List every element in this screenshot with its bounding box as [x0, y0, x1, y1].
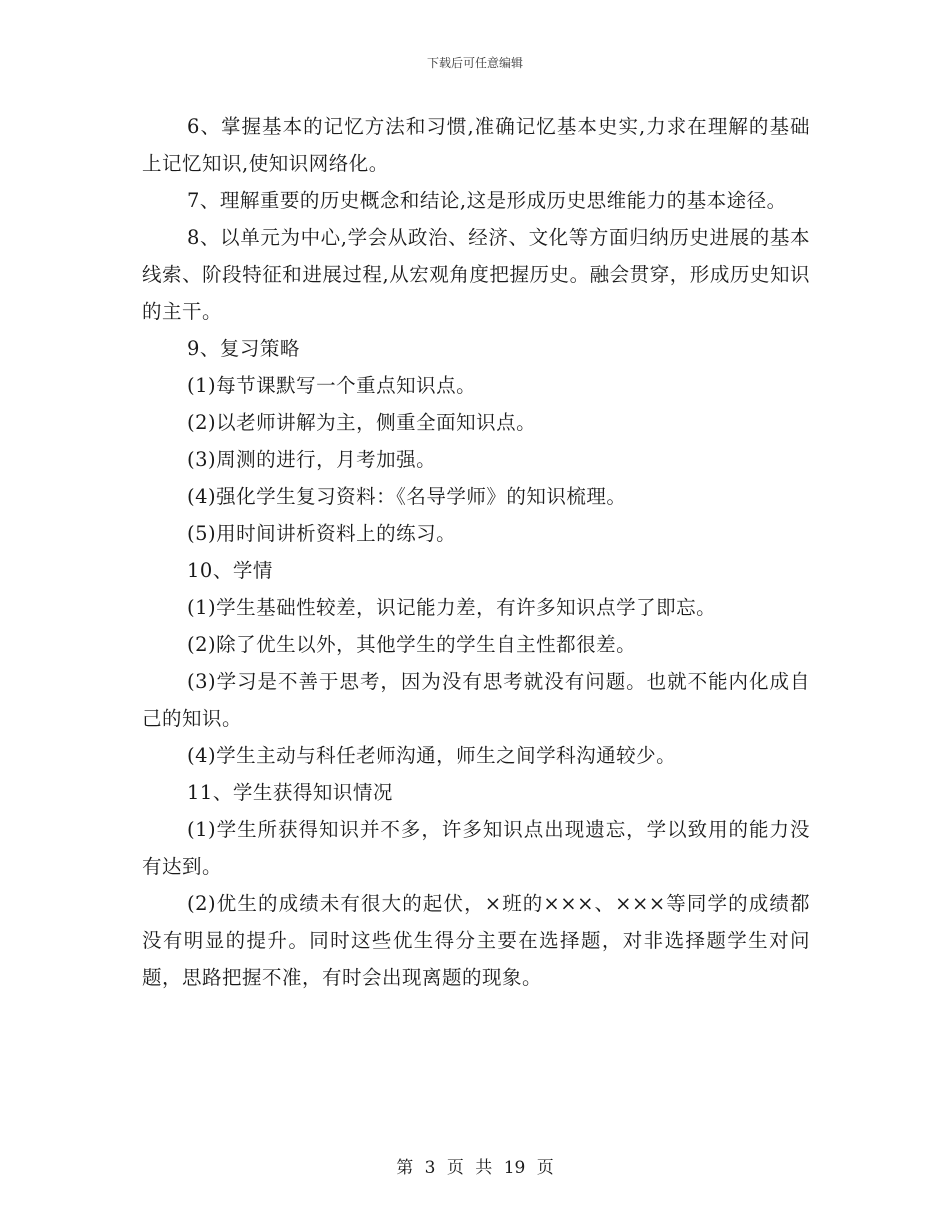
list-item: (4)学生主动与科任老师沟通，师生之间学科沟通较少。: [187, 744, 677, 767]
list-item: (5)用时间讲析资料上的练习。: [187, 522, 457, 545]
list-item: (1)每节课默写一个重点知识点。: [187, 374, 477, 397]
heading-knowledge-acquisition: 11、学生获得知识情况: [187, 781, 393, 804]
page-header: 下载后可任意编辑: [426, 56, 523, 70]
heading-student-situation: 10、学情: [187, 559, 273, 582]
list-item: (4)强化学生复习资料：《名导学师》的知识梳理。: [187, 485, 627, 508]
list-item: (3)学习是不善于思考，因为没有思考就没有问题。也就不能内化成自己的知识。: [142, 670, 810, 730]
list-item: (2)以老师讲解为主，侧重全面知识点。: [187, 411, 537, 434]
list-item: (2)优生的成绩未有很大的起伏，×班的×××、×××等同学的成绩都没有明显的提升。同时这些优生得分主要在选择题，对非选择题学生对问题，思路把握不准，有时会出现离题的现象。: [142, 892, 810, 989]
document-body: [142, 108, 810, 996]
paragraph-6: 6、掌握基本的记忆方法和习惯,准确记忆基本史实,力求在理解的基础上记忆知识,使知识网络化。: [142, 115, 810, 175]
list-item: (1)学生基础性较差，识记能力差，有许多知识点学了即忘。: [187, 596, 717, 619]
page-number: 第 3 页 共 19 页: [396, 1158, 554, 1178]
list-item: (3)周测的进行，月考加强。: [187, 448, 437, 471]
list-item: (1)学生所获得知识并不多，许多知识点出现遗忘，学以致用的能力没有达到。: [142, 818, 810, 878]
heading-review-strategy: 9、复习策略: [187, 337, 300, 360]
paragraph-7: 7、理解重要的历史概念和结论,这是形成历史思维能力的基本途径。: [187, 189, 787, 212]
list-item: (2)除了优生以外，其他学生的学生自主性都很差。: [187, 633, 637, 656]
paragraph-8: 8、以单元为中心,学会从政治、经济、文化等方面归纳历史进展的基本线索、阶段特征和进展过程,从宏观角度把握历史。融会贯穿，形成历史知识的主干。: [142, 226, 810, 323]
